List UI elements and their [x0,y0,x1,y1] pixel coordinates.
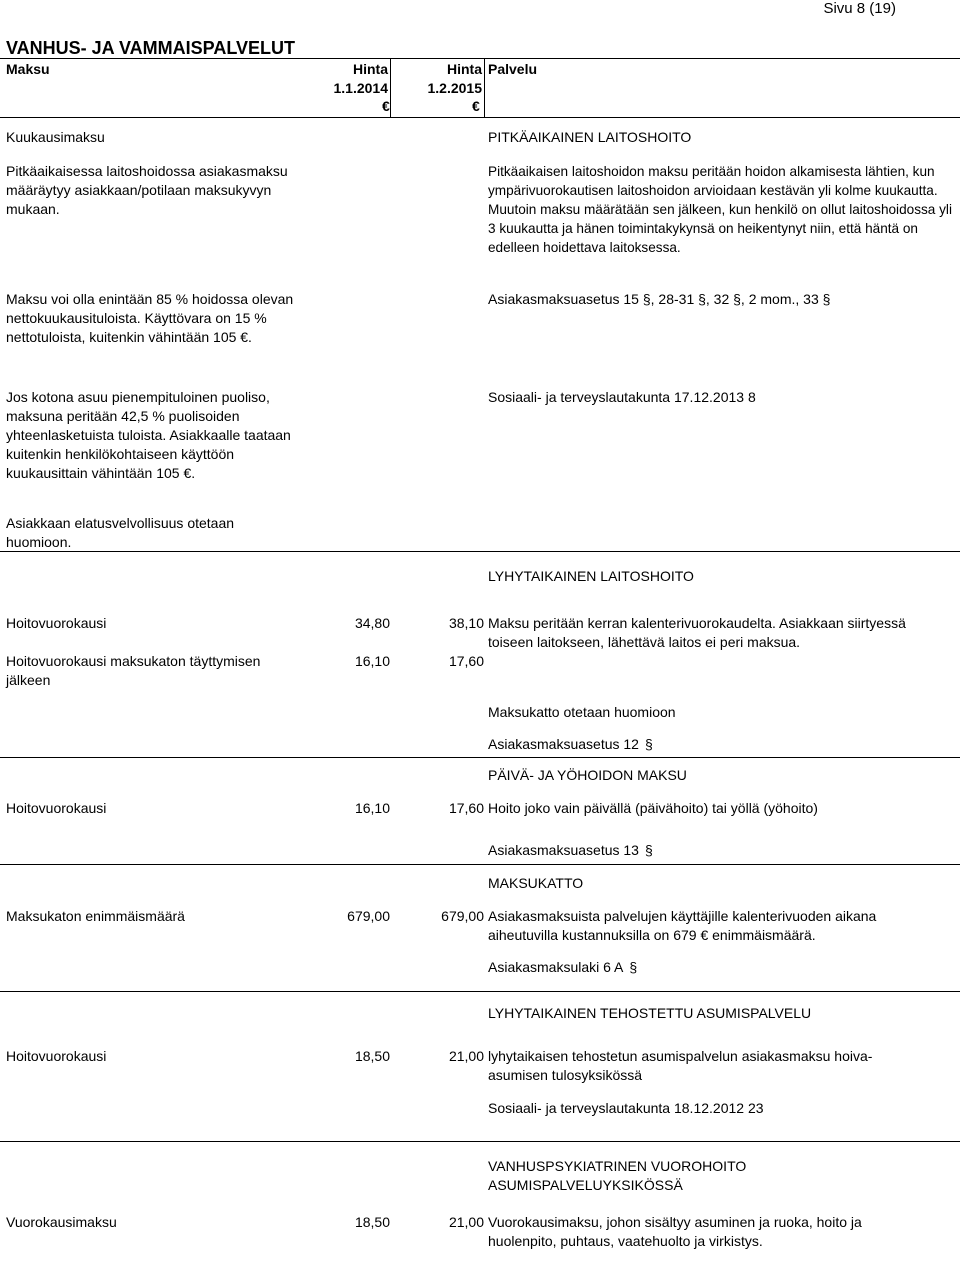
page-number: Sivu 8 (19) [823,0,896,17]
reference-asiakasmaksuasetus-12-text: Asiakasmaksuasetus 12 [488,736,639,752]
page-title: VANHUS- JA VAMMAISPALVELUT [6,38,296,58]
care-day-after-cap-price-2014: 16,10 [354,653,390,669]
column-header-service: Palvelu [488,61,538,77]
care-day-description: Maksu peritään kerran kalenterivuorokaudelta. Asiakkaan siirtyessä toiseen laitokseen, lähettävä laitos ei peri maksua. [488,615,906,650]
spouse-paragraph: Jos kotona asuu pienempituloinen puoliso, maksuna peritään 42,5 % puolisoiden yhteenlasketuista tuloista. Asiakkaalle taataan kuitenkin henkilökohtaiseen käyttöön kuukausittain vähintään 105 €. [6,389,291,481]
reference-asiakasmaksuasetus-15: Asiakasmaksuasetus 15 §, 28-31 §, 32 §, 2 mom., 33 § [488,291,831,307]
long-term-care-description [488,162,954,257]
payment-cap-note: Maksukatto otetaan huomioon [488,704,676,720]
daily-fee-price-2014: 18,50 [354,1214,390,1230]
max-fee-paragraph: Maksu voi olla enintään 85 % hoidossa olevan nettokuukausituloista. Käyttövara on 15 % nettotuloista, kuitenkin vähintään 105 €. [6,291,294,345]
section-title-geriatric-psychiatric-care: VANHUSPSYKIATRINEN VUOROHOITO ASUMISPALVELUYKSIKÖSSÄ [488,1158,747,1193]
reference-asiakasmaksulaki-6a-text: Asiakasmaksulaki 6 A [488,959,624,975]
reference-asiakasmaksuasetus-12 [488,735,653,754]
day-night-care-label: Hoitovuorokausi [6,800,107,816]
section-rule-1 [0,551,960,552]
payment-cap-description: Asiakasmaksuista palvelujen käyttäjille kalenterivuoden aikana aiheutuvilla kustannuksilla on 679 € enimmäismäärä. [488,908,877,943]
section-title-long-term-care: PITKÄAIKAINEN LAITOSHOITO [488,129,692,145]
day-night-care-price-2015: 17,60 [448,800,484,816]
header-top-rule [0,58,960,59]
section-rule-5 [0,1141,960,1142]
care-day-label: Hoitovuorokausi [6,615,107,631]
care-day-price-2015: 38,10 [448,615,484,631]
column-header-price-2014-date: 1.1.2014 [333,80,388,96]
daily-fee-price-2015: 21,00 [448,1214,484,1230]
day-night-care-description: Hoito joko vain päivällä (päivähoito) tai yöllä (yöhoito) [488,800,818,816]
column-header-price-2015-date: 1.2.2015 [427,80,482,96]
section-rule-2 [0,757,960,758]
section-sign-icon: § [629,959,638,975]
care-day-after-cap-price-2015: 17,60 [448,653,484,669]
column-header-price-2014: Hinta [353,61,388,77]
enhanced-housing-price-2015: 21,00 [448,1048,484,1064]
section-rule-4 [0,991,960,992]
monthly-fee-description: Pitkäaikaisessa laitoshoidossa asiakasmaksu määräytyy asiakkaan/potilaan maksukyvyn mukaan. [6,163,288,217]
payment-cap-label: Maksukaton enimmäismäärä [6,908,185,924]
column-header-maksu: Maksu [6,61,50,77]
payment-cap-price-2015: 679,00 [441,908,484,924]
column-header-price-2014-currency: € [382,98,390,114]
column-header-price-2015: Hinta [447,61,482,77]
header-divider-1 [390,58,391,118]
enhanced-housing-description: lyhytaikaisen tehostetun asumispalvelun asiakasmaksu hoiva-asumisen tulosyksikössä [488,1048,873,1083]
section-rule-3 [0,864,960,865]
reference-board-decision-2013: Sosiaali- ja terveyslautakunta 17.12.2013 8 [488,389,756,405]
monthly-fee-heading: Kuukausimaksu [6,129,105,145]
reference-asiakasmaksuasetus-13-text: Asiakasmaksuasetus 13 [488,842,639,858]
maintenance-obligation-paragraph: Asiakkaan elatusvelvollisuus otetaan huomioon. [6,515,235,550]
reference-asiakasmaksuasetus-13 [488,841,653,860]
section-sign-icon: § [644,842,653,858]
header-divider-2 [484,58,485,118]
section-title-short-term-enhanced-housing: LYHYTAIKAINEN TEHOSTETTU ASUMISPALVELU [488,1005,812,1021]
column-header-price-2015-currency: € [472,98,480,114]
section-title-day-night-care: PÄIVÄ- JA YÖHOIDON MAKSU [488,767,687,783]
care-day-after-cap-label: Hoitovuorokausi maksukaton täyttymisen jälkeen [6,653,261,688]
payment-cap-price-2014: 679,00 [347,908,390,924]
section-title-payment-cap: MAKSUKATTO [488,875,584,891]
header-bottom-rule [0,117,960,118]
section-title-short-term-care: LYHYTAIKAINEN LAITOSHOITO [488,568,694,584]
reference-asiakasmaksulaki-6a [488,958,637,977]
daily-fee-description: Vuorokausimaksu, johon sisältyy asuminen ja ruoka, hoito ja huolenpito, puhtaus, vaatehuolto ja virkistys. [488,1214,862,1249]
long-term-care-description-part1: Pitkäaikaisen laitoshoidon maksu peritään hoidon alkamisesta lähtien, kun ympärivuorokautisen laitoshoidon arvioidaan kestävän yli kolme kuukautta. [488,164,938,198]
enhanced-housing-label: Hoitovuorokausi [6,1048,107,1064]
care-day-price-2014: 34,80 [354,615,390,631]
enhanced-housing-price-2014: 18,50 [354,1048,390,1064]
daily-fee-label: Vuorokausimaksu [6,1214,117,1230]
reference-board-decision-2012 [488,1099,764,1118]
long-term-care-description-part2: Muutoin maksu määrätään sen jälkeen, kun henkilö on ollut laitoshoidossa yli 3 kuukautta ja hänen toimintakykynsä on heikentynyt niin, että häntä on edelleen hoidettava laitoksessa. [488,202,952,255]
day-night-care-price-2014: 16,10 [354,800,390,816]
section-sign-icon: § [644,736,653,752]
reference-board-decision-2012-text: Sosiaali- ja terveyslautakunta 18.12.2012 23 [488,1100,764,1116]
